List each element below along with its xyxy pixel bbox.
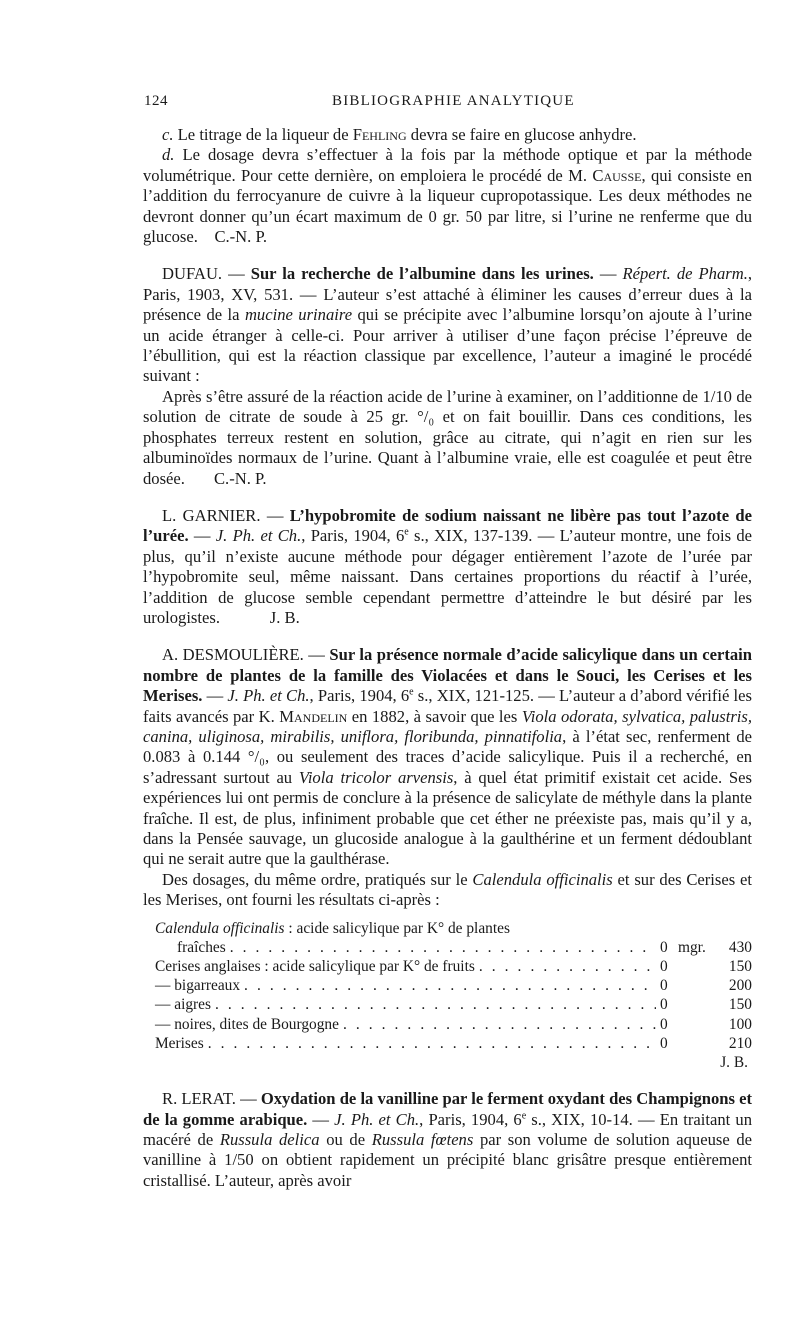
entry-lerat	[143, 1089, 752, 1191]
running-title: BIBLIOGRAPHIE ANALYTIQUE	[332, 93, 575, 109]
species-name: Russula delica	[219, 1130, 320, 1150]
journal-name: J. Ph. et Ch.	[227, 686, 310, 706]
text-segment: , qui consiste en l’addition du ferrocyanure de cuivre à la liqueur cupropotassique. Les deux méthodes ne devront donner qu’un écart maximum de 0 gr. 50 par litre, si l’urine ne renferme que du glucose.	[143, 165, 753, 247]
text-segment: en 1882, à savoir que les	[347, 706, 522, 726]
citation: , Paris, 1903, XV, 531.	[143, 264, 752, 304]
signature: C.-N. P.	[214, 227, 267, 247]
leader-dots	[230, 938, 656, 957]
row-value: 210	[728, 1034, 752, 1052]
row-label: — bigarreaux	[155, 977, 241, 995]
citation: s., XIX, 10-14.	[526, 1109, 633, 1129]
text-segment: — L’auteur montre, une fois de plus, qu’il n’existe aucune méthode pour dégager entièrement l’azote de l’urée par l’hypobromite seul, même naissant. Dans certaines proportions du réactif à l’urée, l’addition de glucose semble cependant permettre d’atteindre le but désiré par les urologistes.	[143, 526, 753, 627]
row-label: — noires, dites de Bourgogne	[155, 1015, 339, 1033]
row-value: 150	[728, 958, 752, 976]
leader-dots	[343, 1015, 656, 1034]
species-name: Viola tricolor arvensis	[298, 767, 454, 787]
signature: C.-N. P.	[213, 468, 267, 488]
row-zero: 0	[660, 996, 668, 1014]
item-label: d.	[162, 145, 175, 165]
entry-title: Sur la présence normale d’acide salicylique dans un certain nombre de plantes de la famille des Violacées et dans le Souci, les Cerises et les Merises.	[143, 645, 752, 706]
text-segment: Après s’être assuré de la réaction acide de l’urine à examiner, on l’additionne de 1/10 de solution de citrate de soude à 25 gr.	[143, 386, 752, 427]
text-segment: devra se faire en glucose anhydre.	[406, 125, 637, 144]
species-name: Russula fœtens	[371, 1130, 474, 1150]
text-segment: , à quel état primitif existait cet acide. Ses expériences lui ont permis de conclure à la présence de salicylate de méthyle dans la plante fraîche. Il est, de plus, infiniment probable que cet éther ne préexiste pas, mais qu’il y a, dans la Pensée sauvage, un glucoside analogue à la gaulthérine et un ferment dédoublant qui ne serait autre que la gaulthérase.	[143, 767, 752, 869]
entry-garnier	[143, 506, 752, 628]
journal-name: Répert. de Pharm.	[622, 264, 748, 284]
row-value: 100	[728, 1015, 752, 1033]
citation-superscript: e	[404, 526, 409, 538]
paragraph-c	[143, 125, 752, 145]
page-number: 124	[144, 93, 168, 109]
signature: J. B.	[269, 607, 300, 627]
leader-dots	[244, 976, 656, 995]
citation: s., XIX, 121-125.	[413, 686, 535, 706]
entry-author: A. DESMOULIÈRE.	[162, 645, 304, 665]
species-names: Viola odorata, sylvatica, palustris, canina, uliginosa, mirabilis, uniflora, floribunda, pinnatifolia	[143, 706, 752, 746]
text-segment: Le dosage devra s’effectuer à la fois par la méthode optique et par la méthode volumétrique. Pour cette dernière, on emploiera le procédé de M.	[143, 145, 752, 185]
text-segment: — L’auteur s’est attaché à éliminer les causes d’erreur dues à la présence de la	[143, 284, 752, 325]
signature: J. B.	[720, 1054, 748, 1072]
separator: —	[222, 264, 251, 284]
person-name: Mandelin	[279, 706, 348, 726]
journal-name: J. Ph. et Ch.	[215, 526, 302, 546]
entry-desmouliere-paragraph-2	[143, 870, 752, 911]
row-label: Cerises anglaises : acide salicylique par K° de fruits	[155, 958, 475, 976]
citation-superscript: e	[409, 686, 414, 698]
text-segment: par son volume de solution aqueuse de vanilline à 1/50 on obtient rapidement un précipité blanc grisâtre presque entièrement cristallisé. L’auteur, après avoir	[143, 1130, 752, 1190]
journal-name: J. Ph. et Ch.	[334, 1109, 420, 1129]
results-table	[143, 919, 752, 1073]
table-intro	[143, 919, 510, 938]
unit-label: mgr.	[678, 938, 706, 956]
entry-title: Oxydation de la vanilline par le ferment oxydant des Champignons et de la gomme arabique.	[143, 1089, 753, 1129]
row-zero: 0	[660, 958, 668, 976]
table-row	[143, 976, 752, 995]
table-row	[143, 938, 752, 957]
row-value: 200	[728, 977, 752, 995]
table-intro-row	[143, 919, 752, 938]
entry-dufau-paragraph-2	[143, 387, 752, 489]
row-label: fraîches	[177, 938, 226, 956]
leader-dots	[215, 995, 656, 1014]
citation: , Paris, 1904, 6	[419, 1109, 522, 1129]
paragraph-d	[143, 145, 752, 247]
separator: —	[303, 645, 330, 665]
separator: —	[202, 686, 228, 706]
text-segment: — En traitant un macéré de	[143, 1109, 752, 1150]
text-segment: et sur des Cerises et les Merises, ont fourni les résultats ci-après :	[143, 869, 752, 910]
separator: —	[188, 526, 216, 546]
text-segment: , à l’état sec, renferment de 0.083 à 0.144	[143, 726, 752, 767]
italic-term: mucine urinaire	[244, 305, 353, 325]
separator: —	[260, 505, 290, 525]
leader-dots	[479, 957, 656, 976]
entry-dufau: DUFAU. — Sur la recherche de l’albumine dans les urines. — Répert. de Pharm., Paris, 1903, XV, 531. — L’auteur s’est attaché à éliminer les causes d’erreur dues à la présence de la mucine urinaire qui se précipite avec l’albumine lorsqu’on ajoute à l’urine un acide étranger à celle-ci. Pour arriver à utiliser d’une façon précise l’épreuve de l’ébullition, qui est la réaction classique par excellence, l’auteur a imaginé le procédé suivant :	[143, 264, 752, 386]
entry-author: L. GARNIER.	[162, 505, 261, 525]
text-segment: Le titrage de la liqueur de	[173, 125, 353, 144]
text-segment: — L’auteur a d’abord vérifié les faits avancés par K.	[143, 686, 752, 726]
page-header	[120, 93, 752, 117]
leader-dots	[208, 1034, 656, 1053]
separator: —	[235, 1089, 261, 1109]
person-name: Causse	[592, 165, 642, 185]
text-segment: qui se précipite avec l’albumine lorsqu’on ajoute à l’urine un acide étranger à celle-ci. Pour arriver à utiliser d’une façon précise l’épreuve de l’ébullition, qui est la réaction classique par excellence, l’auteur a imaginé le procédé suivant :	[143, 305, 752, 386]
person-name: Fehling	[352, 125, 407, 144]
row-zero: 0	[660, 1015, 668, 1033]
table-row	[143, 1034, 752, 1053]
table-row	[143, 957, 752, 976]
row-value: 150	[728, 996, 752, 1014]
page-body	[143, 125, 752, 1191]
entry-title: Sur la recherche de l’albumine dans les urines.	[250, 264, 594, 284]
entry-author: DUFAU.	[162, 264, 223, 284]
row-zero: 0	[660, 977, 668, 995]
text-segment: , ou seulement des traces d’acide salicylique. Puis il a recherché, en s’adressant surtout au	[143, 747, 752, 787]
row-zero: 0	[660, 938, 668, 956]
text-segment: Des dosages, du même ordre, pratiqués sur le	[162, 869, 473, 889]
citation: , Paris, 1904, 6	[309, 686, 410, 706]
entry-desmouliere	[143, 645, 752, 869]
table-intro-text: : acide salicylique par K° de plantes	[284, 919, 510, 937]
citation: , Paris, 1904, 6	[301, 526, 405, 546]
separator: —	[307, 1109, 335, 1129]
citation-superscript: e	[521, 1110, 527, 1122]
item-label: c.	[162, 125, 174, 144]
row-label: Merises	[155, 1034, 204, 1052]
percent-sign: °/₀	[417, 407, 435, 427]
table-row	[143, 995, 752, 1014]
species-name: Calendula officinalis	[155, 919, 285, 937]
entry-author: R. LERAT.	[162, 1089, 236, 1109]
percent-sign: °/₀	[247, 747, 265, 767]
row-label: — aigres	[155, 996, 211, 1014]
text-segment: et on fait bouillir. Dans ces conditions, les phosphates terreux restent en solution, grâce au citrate, qui n’agit en rien sur les albuminoïdes normaux de l’urine. Quant à l’albumine vraie, elle est coagulée et peut être dosée.	[143, 407, 752, 488]
entry-title: L’hypobromite de sodium naissant ne libère pas tout l’azote de l’urée.	[143, 505, 752, 546]
species-name: Calendula officinalis	[472, 869, 613, 889]
table-row	[143, 1015, 752, 1034]
text-segment: ou de	[319, 1130, 372, 1150]
row-zero: 0	[660, 1034, 668, 1052]
citation: s., XIX, 137-139.	[408, 526, 533, 546]
row-value: 430	[728, 938, 752, 956]
